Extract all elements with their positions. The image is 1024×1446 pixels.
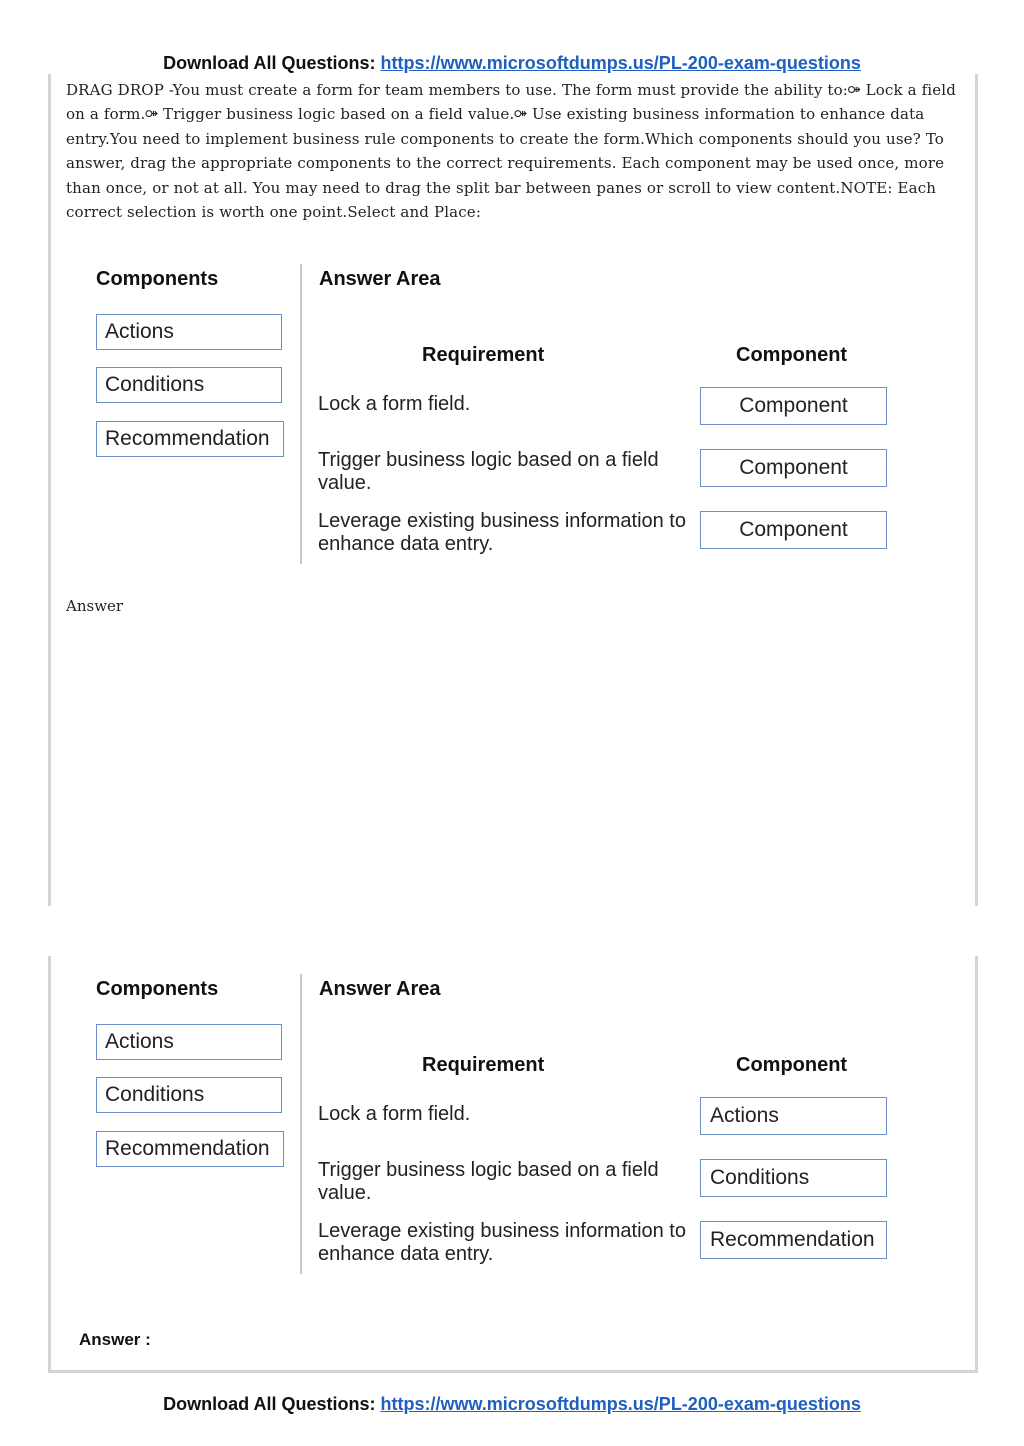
drop-target-2[interactable]: Component <box>700 449 887 487</box>
components-heading: Components <box>96 268 219 290</box>
drop-target-3[interactable]: Recommendation <box>700 1221 887 1259</box>
requirement-trigger-logic: Trigger business logic based on a field value. <box>318 449 659 494</box>
answer-label: Answer <box>66 597 124 615</box>
question-text: DRAG DROP -You must create a form for team members to use. The form must provide the ability to:⚩ Lock a field on a form.⚩ Trigger business logic based on a field value.⚩ Use existing business information to enhance data entry.You need to implement business rule components to create the form.Which components should you use? To answer, drag the appropriate components to the correct requirements. Each component may be used once, more than once, or not at all. You may need to drag the split bar between panes or scroll to view content.NOTE: Each correct selection is worth one point.Select and Place: <box>66 81 956 222</box>
download-header-link[interactable]: https://www.microsoftdumps.us/PL-200-exam-questions <box>380 53 861 73</box>
answer-heading: Answer : <box>79 1330 151 1349</box>
answer-drag-drop-panel <box>0 974 1024 1294</box>
drop-target-3[interactable]: Component <box>700 511 887 549</box>
components-heading: Components <box>96 978 219 1000</box>
drop-target-1[interactable]: Component <box>700 387 887 425</box>
component-actions[interactable]: Actions <box>96 314 282 350</box>
requirement-leverage-info: Leverage existing business information to enhance data entry. <box>318 510 686 555</box>
download-footer-link[interactable]: https://www.microsoftdumps.us/PL-200-exam-questions <box>380 1394 861 1414</box>
requirement-trigger-logic: Trigger business logic based on a field value. <box>318 1159 659 1204</box>
requirement-lock-field: Lock a form field. <box>318 1103 471 1125</box>
pane-divider[interactable] <box>300 264 302 564</box>
drop-target-1[interactable]: Actions <box>700 1097 887 1135</box>
requirement-heading: Requirement <box>422 1054 545 1076</box>
question-drag-drop-panel <box>0 264 1024 584</box>
component-conditions[interactable]: Conditions <box>96 367 282 403</box>
download-header-label: Download All Questions: <box>163 53 381 73</box>
download-header <box>0 53 1024 74</box>
download-footer-label: Download All Questions: <box>163 1394 381 1414</box>
component-actions[interactable]: Actions <box>96 1024 282 1060</box>
download-footer <box>0 1394 1024 1415</box>
requirement-lock-field: Lock a form field. <box>318 393 471 415</box>
component-column-heading: Component <box>736 344 848 366</box>
answer-area-heading: Answer Area <box>319 268 441 290</box>
component-recommendation[interactable]: Recommendation <box>96 421 284 457</box>
requirement-leverage-info: Leverage existing business information to enhance data entry. <box>318 1220 686 1265</box>
component-recommendation[interactable]: Recommendation <box>96 1131 284 1167</box>
pane-divider[interactable] <box>300 974 302 1274</box>
component-conditions[interactable]: Conditions <box>96 1077 282 1113</box>
component-column-heading: Component <box>736 1054 848 1076</box>
answer-area-heading: Answer Area <box>319 978 441 1000</box>
requirement-heading: Requirement <box>422 344 545 366</box>
drop-target-2[interactable]: Conditions <box>700 1159 887 1197</box>
